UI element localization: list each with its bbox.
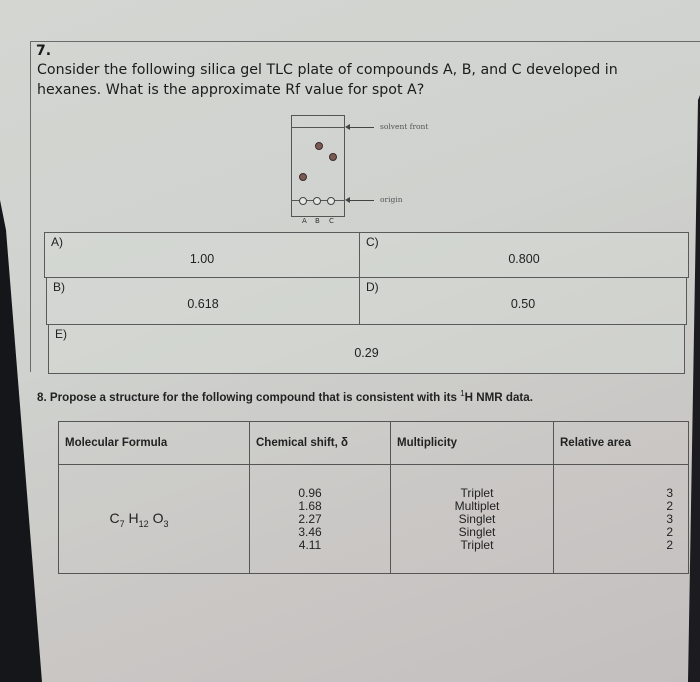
question-7-text	[37, 51, 657, 100]
origin-label: origin	[380, 195, 403, 204]
lane-label-c: C	[329, 217, 334, 225]
multiplicity-list	[392, 487, 552, 552]
choice-e-letter: E)	[55, 327, 67, 341]
molecular-formula-cell	[59, 465, 250, 574]
multiplicity-cell	[391, 465, 554, 574]
area-value: 2	[666, 498, 673, 513]
choice-d[interactable]	[359, 277, 687, 325]
solvent-front-line	[292, 127, 344, 128]
question-8-suffix: H NMR data.	[464, 390, 533, 404]
question-7-number: 7.	[36, 43, 52, 59]
origin-arrow	[349, 200, 374, 201]
multiplicity-value: Singlet	[458, 511, 496, 526]
header-relative-area: Relative area	[554, 422, 689, 465]
spot-b	[315, 142, 323, 150]
lane-label-a: A	[302, 217, 307, 225]
multiplicity-value: Singlet	[458, 524, 496, 539]
multiplicity-value: Multiplet	[454, 498, 500, 513]
choice-b-value: 0.618	[187, 297, 219, 311]
choice-e[interactable]	[48, 324, 685, 374]
question-8-text	[37, 389, 533, 404]
choice-a-letter: A)	[51, 235, 63, 249]
choice-a[interactable]	[44, 232, 360, 278]
area-value: 3	[666, 511, 673, 526]
origin-spot-b	[313, 197, 321, 205]
relative-area-list	[555, 487, 687, 552]
choice-d-value: 0.50	[510, 297, 536, 311]
molecular-formula: $C_7$ $H_{12}$ $O_3$	[109, 509, 169, 529]
spot-a	[299, 173, 307, 181]
area-value: 3	[666, 485, 673, 500]
choice-c[interactable]	[359, 232, 689, 278]
header-chemical-shift: Chemical shift, δ	[250, 422, 391, 465]
origin-spot-a	[299, 197, 307, 205]
shift-value: 2.27	[298, 511, 322, 526]
header-multiplicity: Multiplicity	[391, 422, 554, 465]
shift-value: 0.96	[298, 485, 322, 500]
origin-spot-c	[327, 197, 335, 205]
choice-c-value: 0.800	[508, 252, 540, 266]
area-value: 2	[666, 537, 673, 552]
chemical-shift-list	[251, 487, 389, 552]
choice-e-value: 0.29	[354, 346, 379, 360]
shift-value: 4.11	[298, 537, 322, 552]
choice-b[interactable]	[46, 277, 360, 325]
chemical-shift-cell	[250, 465, 391, 574]
header-molecular-formula: Molecular Formula	[59, 422, 250, 465]
shift-value: 1.68	[298, 498, 322, 513]
lane-label-b: B	[315, 217, 320, 225]
shift-value: 3.46	[298, 524, 322, 539]
nmr-data-table	[58, 421, 689, 574]
solvent-front-label: solvent front	[380, 122, 429, 131]
tlc-plate	[291, 115, 345, 217]
choice-c-letter: C)	[366, 235, 379, 249]
choice-a-value: 1.00	[189, 252, 215, 266]
spot-c	[329, 153, 337, 161]
solvent-front-arrow	[349, 127, 374, 128]
question-8-prompt: 8. Propose a structure for the following compound that is consistent with its	[37, 390, 461, 404]
area-value: 2	[666, 524, 673, 539]
choice-d-letter: D)	[366, 280, 379, 294]
superscript-1: 1	[460, 389, 465, 398]
multiplicity-value: Triplet	[460, 485, 494, 500]
choice-b-letter: B)	[53, 280, 65, 294]
relative-area-cell	[554, 465, 689, 574]
question-7-prompt: Consider the following silica gel TLC plate of compounds A, B, and C developed in hexanes. What is the approximate Rf value for spot A?	[37, 62, 618, 98]
multiplicity-value: Triplet	[460, 537, 494, 552]
